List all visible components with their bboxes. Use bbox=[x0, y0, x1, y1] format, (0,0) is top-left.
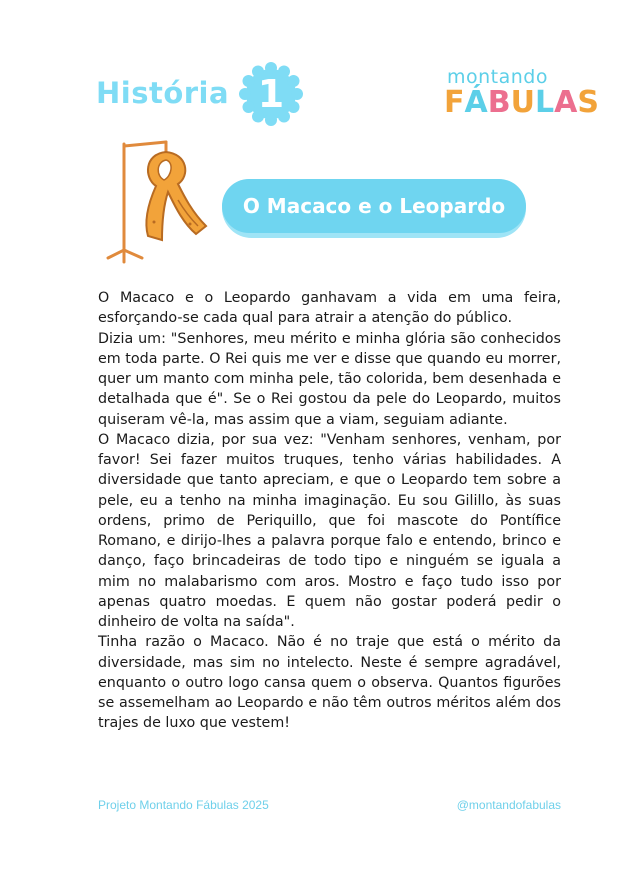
footer-project: Projeto Montando Fábulas 2025 bbox=[98, 798, 269, 812]
logo-line1: montando bbox=[447, 66, 548, 88]
logo-letter: F bbox=[444, 85, 465, 120]
section-number: 1 bbox=[257, 72, 285, 116]
section-label: História bbox=[96, 76, 230, 110]
story-paragraph-4: Tinha razão o Macaco. Não é no traje que está o mérito da diversidade, mas sim no intelecto. Neste é sempre agradável, enquanto o outro logo cansa quem o observa. Quantos figurões se assemelham ao Leopardo e não têm outros méritos além dos trajes de luxo que vestem! bbox=[98, 634, 561, 732]
logo-letter: U bbox=[510, 85, 535, 120]
story-body bbox=[98, 288, 561, 734]
logo-letter: Á bbox=[464, 85, 488, 120]
logo-line2 bbox=[444, 86, 599, 120]
story-title: O Macaco e o Leopardo bbox=[242, 194, 506, 218]
story-paragraph-1: O Macaco e o Leopardo ganhavam a vida em uma feira, esforçando-se cada qual para atrair a atenção do público. bbox=[98, 290, 561, 327]
logo-letter: A bbox=[554, 85, 578, 120]
story-paragraph-3: O Macaco dizia, por sua vez: "Venham senhores, venham, por favor! Sei fazer muitos truques, tenho várias habilidades. A diversidade que tanto apreciam, e que o Leopardo tem sobre a pele, eu a tenho na minha imaginação. Eu sou Gilillo, às suas ordens, primo de Periquillo, que foi mascote do Pontífice Romano, e dirijo-lhes a palavra porque falo e entendo, brinco e danço, faço brincadeiras de todo tipo e ninguém se iguala a mim no malabarismo com aros. Mostro e faço tudo isso por apenas quatro moedas. E quem não gostar poderá pedir o dinheiro de volta na saída". bbox=[98, 431, 561, 630]
clothes-hanger-icon bbox=[104, 138, 214, 268]
story-paragraph-2: Dizia um: "Senhores, meu mérito e minha glória são conhecidos em toda parte. O Rei quis me ver e disse que quando eu morrer, quer um manto com minha pele, tão colorida, bem desenhada e detalhada que é". Se o Rei gostou da pele do Leopardo, muitos quiseram vê-la, mas assim que a viam, seguiam adiante. bbox=[98, 330, 561, 428]
footer-handle: @montandofabulas bbox=[456, 798, 561, 812]
logo-letter: L bbox=[534, 85, 555, 120]
logo-letter: S bbox=[577, 85, 599, 120]
logo-letter: B bbox=[487, 85, 511, 120]
